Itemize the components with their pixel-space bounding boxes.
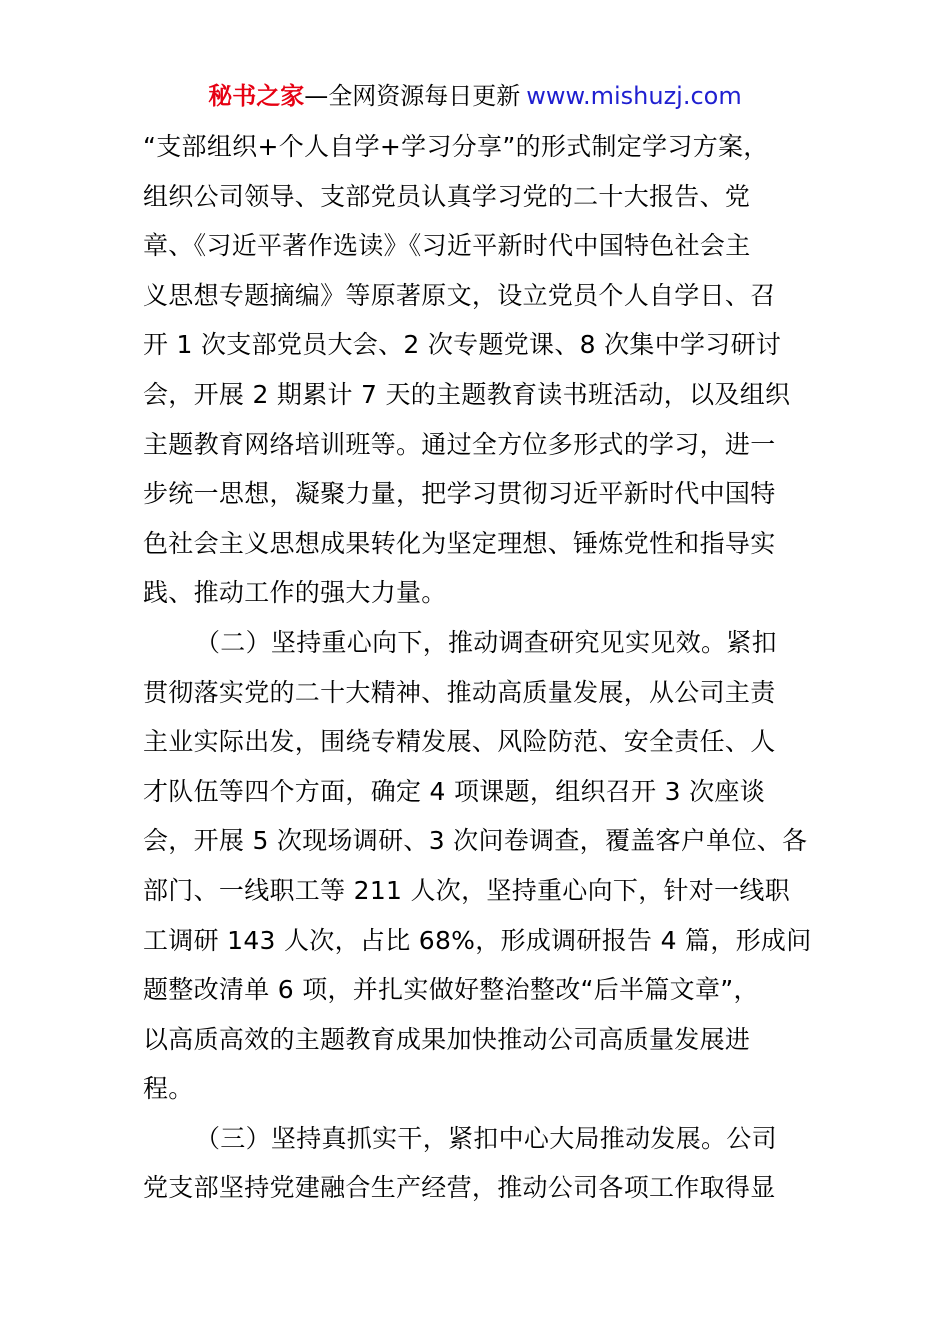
header-tagline: —全网资源每日更新 [304, 82, 521, 110]
site-header [0, 80, 950, 112]
text-line: 主题教育网络培训班等。通过全方位多形式的学习，进一 [143, 429, 776, 459]
text-line: 色社会主义思想成果转化为坚定理想、锤炼党性和指导实 [143, 528, 776, 558]
text-line: 会，开展 5 次现场调研、3 次问卷调查，覆盖客户单位、各 [143, 826, 808, 856]
text-line: 步统一思想，凝聚力量，把学习贯彻习近平新时代中国特 [143, 479, 776, 509]
text-line: 主业实际出发，围绕专精发展、风险防范、安全责任、人 [143, 727, 776, 757]
text-line: 会，开展 2 期累计 7 天的主题教育读书班活动，以及组织 [143, 379, 791, 409]
text-line: 义思想专题摘编》等原著原文，设立党员个人自学日、召 [143, 280, 776, 310]
document-body [143, 122, 813, 1213]
text-line: 部门、一线职工等 211 人次，坚持重心向下，针对一线职 [143, 875, 791, 905]
section-heading-line: （二）坚持重心向下，推动调查研究见实见效。紧扣 [195, 627, 777, 657]
text-line: 以高质高效的主题教育成果加快推动公司高质量发展进 [143, 1024, 751, 1054]
text-line: 工调研 143 人次，占比 68%，形成调研报告 4 篇，形成问 [143, 925, 812, 955]
text-line: “支部组织+个人自学+学习分享”的形式制定学习方案， [143, 132, 769, 161]
text-line: 党支部坚持党建融合生产经营，推动公司各项工作取得显 [143, 1173, 776, 1203]
site-url-link[interactable]: www.mishuzj.com [526, 82, 742, 110]
brand-name: 秘书之家 [208, 82, 305, 110]
text-line: 组织公司领导、支部党员认真学习党的二十大报告、党 [143, 181, 751, 211]
section-heading-line: （三）坚持真抓实干，紧扣中心大局推动发展。公司 [195, 1123, 777, 1153]
text-line: 贯彻落实党的二十大精神、推动高质量发展，从公司主责 [143, 677, 776, 707]
text-line: 践、推动工作的强大力量。 [143, 578, 447, 608]
text-line: 才队伍等四个方面，确定 4 项课题，组织召开 3 次座谈 [143, 776, 766, 806]
text-line: 程。 [143, 1074, 194, 1104]
text-line: 题整改清单 6 项，并扎实做好整治整改“后半篇文章”， [143, 975, 759, 1005]
text-line: 章、《习近平著作选读》《习近平新时代中国特色社会主 [143, 231, 751, 261]
text-line: 开 1 次支部党员大会、2 次专题党课、8 次集中学习研讨 [143, 330, 782, 360]
